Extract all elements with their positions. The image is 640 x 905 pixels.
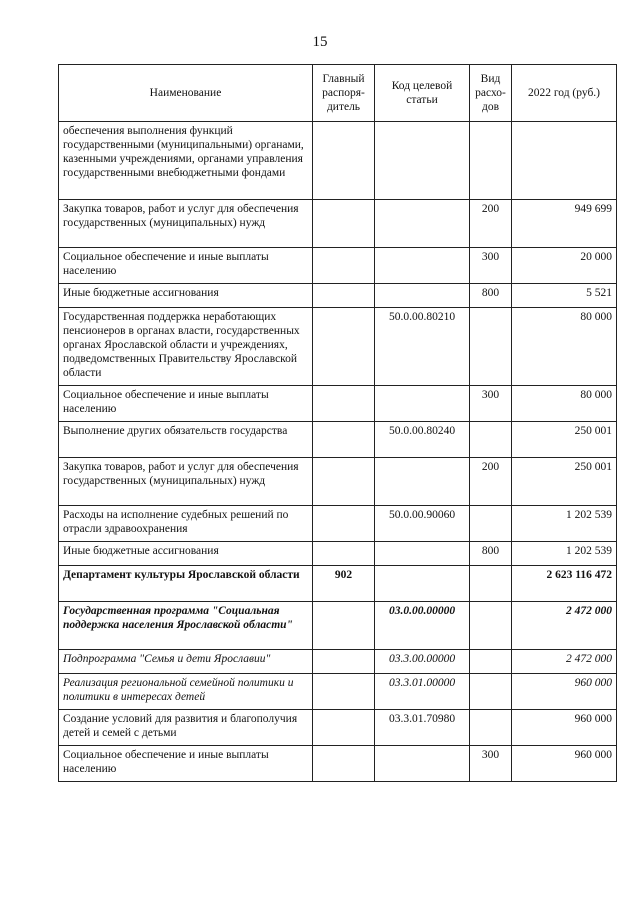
cell-expense-type: 200 [470, 200, 512, 248]
table-row [59, 284, 617, 308]
cell-name: Государственная поддержка неработающих пенсионеров в органах власти, государственных органах Ярославской области и учреждениях, подведомственных Правительству Ярославской области [59, 308, 313, 386]
cell-amount: 250 001 [512, 458, 617, 506]
header-target-code: Код целевой статьи [375, 65, 470, 122]
page-number: 15 [312, 34, 328, 50]
cell-name: Социальное обеспечение и иные выплаты населению [59, 248, 313, 284]
cell-main-admin [313, 602, 375, 650]
cell-name: Создание условий для развития и благополучия детей и семей с детьми [59, 710, 313, 746]
cell-target-code: 03.3.01.70980 [375, 710, 470, 746]
cell-expense-type [470, 674, 512, 710]
cell-main-admin [313, 200, 375, 248]
cell-main-admin: 902 [313, 566, 375, 602]
table-row [59, 650, 617, 674]
cell-expense-type: 300 [470, 248, 512, 284]
cell-target-code [375, 458, 470, 506]
table-row [59, 458, 617, 506]
cell-expense-type [470, 308, 512, 386]
cell-target-code [375, 386, 470, 422]
cell-main-admin [313, 506, 375, 542]
cell-expense-type [470, 566, 512, 602]
cell-name: Выполнение других обязательств государства [59, 422, 313, 458]
cell-amount: 1 202 539 [512, 506, 617, 542]
cell-name: Закупка товаров, работ и услуг для обеспечения государственных (муниципальных) нужд [59, 200, 313, 248]
header-main-admin: Главный распоря-дитель [313, 65, 375, 122]
cell-target-code: 50.0.00.80240 [375, 422, 470, 458]
cell-name: Социальное обеспечение и иные выплаты населению [59, 386, 313, 422]
table-row [59, 710, 617, 746]
cell-amount: 2 472 000 [512, 650, 617, 674]
cell-expense-type: 200 [470, 458, 512, 506]
table-row [59, 422, 617, 458]
table-row [59, 122, 617, 200]
cell-main-admin [313, 422, 375, 458]
table-row [59, 746, 617, 782]
cell-target-code [375, 746, 470, 782]
table-row [59, 674, 617, 710]
cell-name: Подпрограмма "Семья и дети Ярославии" [59, 650, 313, 674]
cell-name: Государственная программа "Социальная поддержка населения Ярославской области" [59, 602, 313, 650]
cell-amount: 250 001 [512, 422, 617, 458]
table-row [59, 200, 617, 248]
cell-name: Иные бюджетные ассигнования [59, 284, 313, 308]
table-row [59, 506, 617, 542]
cell-target-code: 03.3.00.00000 [375, 650, 470, 674]
cell-main-admin [313, 122, 375, 200]
cell-amount: 80 000 [512, 386, 617, 422]
cell-main-admin [313, 248, 375, 284]
cell-main-admin [313, 386, 375, 422]
cell-main-admin [313, 542, 375, 566]
cell-name: Реализация региональной семейной политики и политики в интересах детей [59, 674, 313, 710]
header-amount: 2022 год (руб.) [512, 65, 617, 122]
cell-amount: 960 000 [512, 674, 617, 710]
cell-name: Расходы на исполнение судебных решений по отрасли здравоохранения [59, 506, 313, 542]
cell-main-admin [313, 650, 375, 674]
cell-expense-type [470, 422, 512, 458]
cell-amount: 2 472 000 [512, 602, 617, 650]
header-expense-type: Вид расхо-дов [470, 65, 512, 122]
cell-target-code [375, 200, 470, 248]
cell-main-admin [313, 308, 375, 386]
table-row [59, 386, 617, 422]
cell-amount: 80 000 [512, 308, 617, 386]
cell-amount: 960 000 [512, 746, 617, 782]
cell-expense-type [470, 602, 512, 650]
table-row [59, 566, 617, 602]
table-row [59, 602, 617, 650]
cell-amount: 949 699 [512, 200, 617, 248]
cell-amount: 5 521 [512, 284, 617, 308]
header-name: Наименование [59, 65, 313, 122]
cell-name: Закупка товаров, работ и услуг для обеспечения государственных (муниципальных) нужд [59, 458, 313, 506]
cell-target-code: 50.0.00.90060 [375, 506, 470, 542]
cell-expense-type [470, 122, 512, 200]
cell-main-admin [313, 710, 375, 746]
cell-target-code [375, 566, 470, 602]
cell-expense-type: 800 [470, 284, 512, 308]
cell-target-code [375, 248, 470, 284]
cell-name: Департамент культуры Ярославской области [59, 566, 313, 602]
table-row [59, 542, 617, 566]
budget-table [58, 64, 617, 782]
table-row [59, 248, 617, 284]
cell-main-admin [313, 284, 375, 308]
cell-expense-type: 300 [470, 746, 512, 782]
table-row [59, 308, 617, 386]
cell-amount: 20 000 [512, 248, 617, 284]
cell-target-code: 03.3.01.00000 [375, 674, 470, 710]
cell-amount: 2 623 116 472 [512, 566, 617, 602]
cell-amount: 1 202 539 [512, 542, 617, 566]
cell-target-code [375, 284, 470, 308]
cell-name: Иные бюджетные ассигнования [59, 542, 313, 566]
cell-amount: 960 000 [512, 710, 617, 746]
cell-expense-type [470, 650, 512, 674]
cell-name: Социальное обеспечение и иные выплаты населению [59, 746, 313, 782]
cell-expense-type [470, 710, 512, 746]
cell-expense-type: 800 [470, 542, 512, 566]
cell-expense-type [470, 506, 512, 542]
cell-main-admin [313, 458, 375, 506]
cell-target-code: 03.0.00.00000 [375, 602, 470, 650]
cell-target-code [375, 122, 470, 200]
cell-amount [512, 122, 617, 200]
cell-target-code [375, 542, 470, 566]
cell-main-admin [313, 674, 375, 710]
cell-main-admin [313, 746, 375, 782]
header-row [59, 65, 617, 122]
cell-target-code: 50.0.00.80210 [375, 308, 470, 386]
cell-name: обеспечения выполнения функций государственными (муниципальными) органами, казенными учреждениями, органами управления государственными внебюджетными фондами [59, 122, 313, 200]
cell-expense-type: 300 [470, 386, 512, 422]
